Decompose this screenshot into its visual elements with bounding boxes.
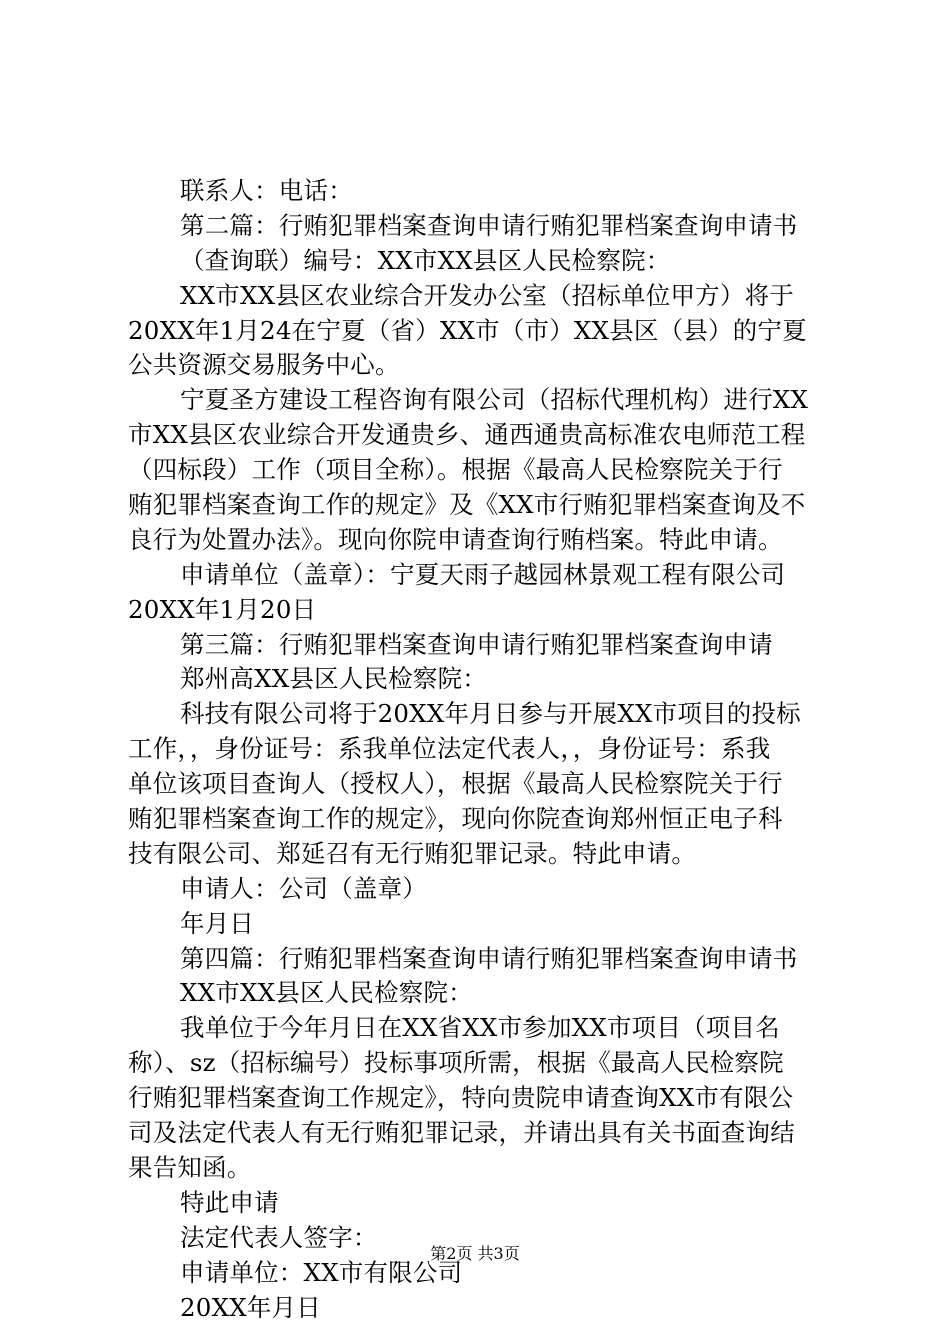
text-line: 贿犯罪档案查询工作的规定》及《XX市行贿犯罪档案查询及不 [128,490,806,520]
text-line: 申请人：公司（盖章） [180,873,427,903]
text-line: 宁夏圣方建设工程咨询有限公司（招标代理机构）进行XX [180,385,809,415]
text-line: 公共资源交易服务中心。 [128,350,400,380]
text-line: 单位该项目查询人（授权人），根据《最高人民检察院关于行 [128,769,783,799]
text-line: （四标段）工作（项目全称）。根据《最高人民检察院关于行 [128,455,783,485]
text-line: 20XX年月日 [180,1292,321,1322]
text-line: 郑州高XX县区人民检察院： [180,664,487,694]
text-line: 贿犯罪档案查询工作的规定》，现向你院查询郑州恒正电子科 [128,804,783,834]
text-line: 联系人：电话： [180,176,353,205]
text-line: XX市XX县区农业综合开发办公室（招标单位甲方）将于 [180,280,794,310]
text-line: 特此申请 [180,1187,279,1217]
text-line: 果告知函。 [128,1152,252,1182]
text-line: 行贿犯罪档案查询工作规定》，特向贵院申请查询XX市有限公 [128,1083,794,1113]
text-line: 第三篇：行贿犯罪档案查询申请行贿犯罪档案查询申请 [180,629,773,659]
text-line: XX市XX县区人民检察院： [180,978,473,1008]
text-line: 20XX年1月24在宁夏（省）XX市（市）XX县区（县）的宁夏 [128,315,807,345]
text-line: 工作，，身份证号：系我单位法定代表人，，身份证号：系我 [128,734,771,764]
text-line: 第四篇：行贿犯罪档案查询申请行贿犯罪档案查询申请书 [180,943,798,973]
text-line: 年月日 [180,908,255,938]
text-line: 申请单位：XX市有限公司 [180,1257,463,1287]
text-line: 称）、sz（招标编号）投标事项所需，根据《最高人民检察院 [128,1048,784,1078]
text-line: 技有限公司、郑延召有无行贿犯罪记录。特此申请。 [128,838,697,868]
text-line: （查询联）编号：XX市XX县区人民检察院： [180,245,671,275]
page-footer: 第2页 共3页 [430,1244,520,1263]
text-line: 良行为处置办法》。现向你院申请查询行贿档案。特此申请。 [128,524,783,554]
text-line: 第二篇：行贿犯罪档案查询申请行贿犯罪档案查询申请书 [180,210,798,240]
text-line: 市XX县区农业综合开发通贵乡、通西通贵高标准农电师范工程 [128,420,806,450]
text-line: 我单位于今年月日在XX省XX市参加XX市项目（项目名 [180,1013,780,1043]
text-line: 20XX年1月20日 [128,594,317,624]
text-line: 法定代表人签字： [180,1222,378,1252]
text-line: 科技有限公司将于20XX年月日参与开展XX市项目的投标 [180,699,801,729]
text-line: 司及法定代表人有无行贿犯罪记录，并请出具有关书面查询结 [128,1118,795,1148]
text-line: 申请单位（盖章）：宁夏天雨子越园林景观工程有限公司 [180,559,786,589]
document-body [128,174,830,1325]
